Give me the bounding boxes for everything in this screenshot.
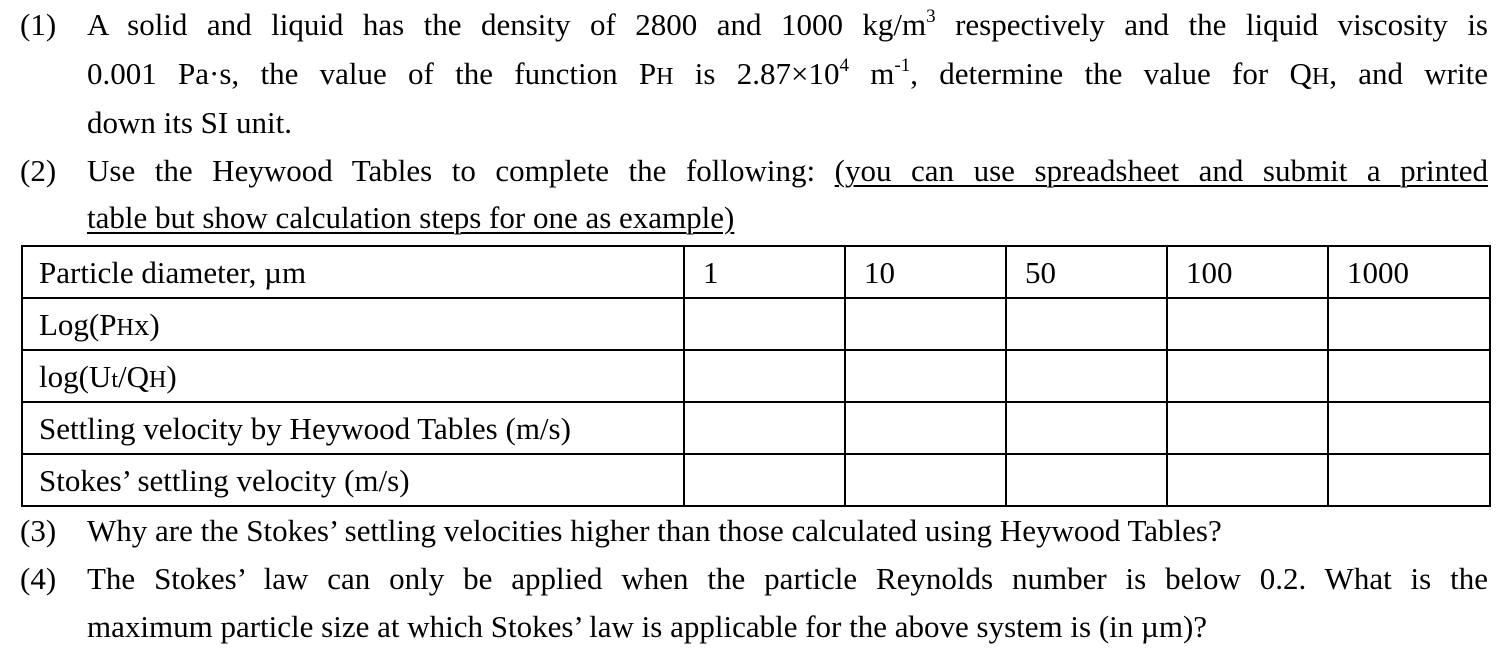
table-cell — [845, 298, 1006, 350]
diameter-header: 1 — [684, 246, 845, 298]
table-cell — [684, 402, 845, 454]
question-4-number: (4) — [20, 561, 57, 596]
diameter-header: 10 — [845, 246, 1006, 298]
row-label-log-ut-qh: log(Ut/QH) — [22, 350, 684, 402]
table-row — [22, 298, 1490, 350]
question-4-line-2: maximum particle size at which Stokes’ law is applicable for the above system is (in µm)? — [87, 609, 1208, 644]
question-2-line-2: table but show calculation steps for one as example) — [87, 200, 735, 235]
question-2-line-1: Use the Heywood Tables to complete the following: (you can use spreadsheet and submit a printed — [87, 153, 1488, 188]
table-row — [22, 454, 1490, 506]
diameter-header: 50 — [1006, 246, 1167, 298]
table-cell — [1167, 402, 1328, 454]
table-cell — [1328, 298, 1490, 350]
question-1-number: (1) — [20, 7, 57, 42]
table-cell — [684, 350, 845, 402]
question-3-number: (3) — [20, 513, 57, 548]
table-cell — [1328, 350, 1490, 402]
table-cell — [1328, 402, 1490, 454]
table-row — [22, 402, 1490, 454]
question-1-line-1: A solid and liquid has the density of 2800 and 1000 $kg/m^3$ respectively and the liquid viscosity is — [87, 5, 1488, 42]
table-cell — [1167, 350, 1328, 402]
row-label-stokes-velocity: Stokes’ settling velocity (m/s) — [22, 454, 684, 506]
table-header-row — [22, 246, 1490, 298]
diameter-header: 1000 — [1328, 246, 1490, 298]
row-label-heywood-velocity: Settling velocity by Heywood Tables (m/s) — [22, 402, 684, 454]
table-cell — [684, 454, 845, 506]
table-cell — [1006, 402, 1167, 454]
question-4-line-1: The Stokes’ law can only be applied when the particle Reynolds number is below 0.2. What is the — [87, 561, 1488, 596]
question-2-number: (2) — [20, 153, 57, 188]
question-1-line-3: down its SI unit. — [87, 105, 292, 140]
table-cell — [1006, 454, 1167, 506]
table-cell — [1006, 350, 1167, 402]
heywood-table — [21, 245, 1491, 507]
table-header-label: Particle diameter, µm — [22, 246, 684, 298]
table-cell — [845, 454, 1006, 506]
table-cell — [1328, 454, 1490, 506]
table-row — [22, 350, 1490, 402]
row-label-log-phx: Log(PHx) — [22, 298, 684, 350]
question-3-text: Why are the Stokes’ settling velocities higher than those calculated using Heywood Tables? — [87, 513, 1222, 548]
table-cell — [1006, 298, 1167, 350]
table-cell — [684, 298, 845, 350]
table-cell — [845, 402, 1006, 454]
question-1-line-2: 0.001 Pa·s, the value of the function PH is $2.87\times 10^4$ $m^{-1}$, determine the value for QH, and write — [87, 54, 1488, 91]
diameter-header: 100 — [1167, 246, 1328, 298]
table-cell — [1167, 298, 1328, 350]
table-cell — [1167, 454, 1328, 506]
table-cell — [845, 350, 1006, 402]
